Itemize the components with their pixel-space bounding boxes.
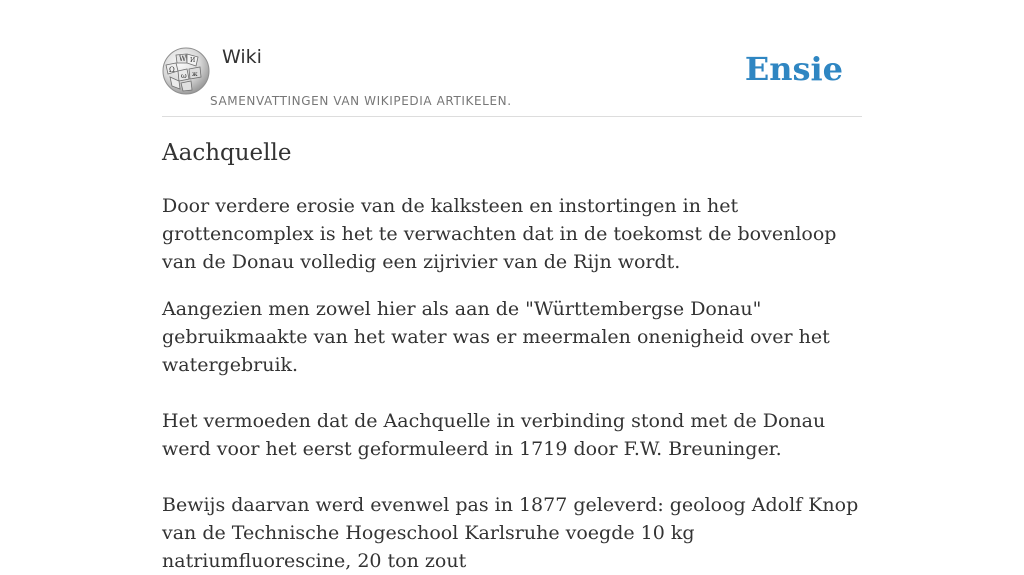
svg-text:W: W — [179, 55, 187, 63]
paragraph-knop-proof: Bewijs daarvan werd evenwel pas in 1877 geleverd: geoloog Adolf Knop van de Technische Hogeschool Karlsruhe voegde 10 kg natriumfluorescine, 20 ton zout — [162, 494, 859, 572]
paragraph-erosion: Door verdere erosie van de kalksteen en instortingen in het grottencomplex is het te verwachten dat in de toekomst de bovenloop van de Donau volledig een zijrivier van de Rijn wordt. — [162, 195, 837, 273]
svg-text:И: И — [190, 57, 196, 64]
paragraph-water-dispute: Aangezien men zowel hier als aan de "Württembergse Donau" gebruikmaakte van het water was er meermalen onenigheid over het watergebruik. — [162, 298, 830, 376]
site-header — [162, 0, 862, 117]
svg-text:ω: ω — [181, 72, 187, 80]
paragraph-breuninger: Het vermoeden dat de Aachquelle in verbinding stond met de Donau werd voor het eerst geformuleerd in 1719 door F.W. Breuninger. — [162, 410, 826, 460]
site-tagline: SAMENVATTINGEN VAN WIKIPEDIA ARTIKELEN. — [210, 94, 512, 108]
wikipedia-globe-icon[interactable] — [162, 47, 210, 95]
article-title: Aachquelle — [162, 140, 292, 166]
article-body — [162, 192, 862, 575]
svg-text:Ω: Ω — [169, 66, 175, 74]
ensie-brand-link[interactable]: Ensie — [744, 50, 843, 88]
site-name-link[interactable]: Wiki — [222, 46, 262, 68]
svg-text:ж: ж — [192, 71, 198, 78]
page-container — [162, 0, 862, 572]
